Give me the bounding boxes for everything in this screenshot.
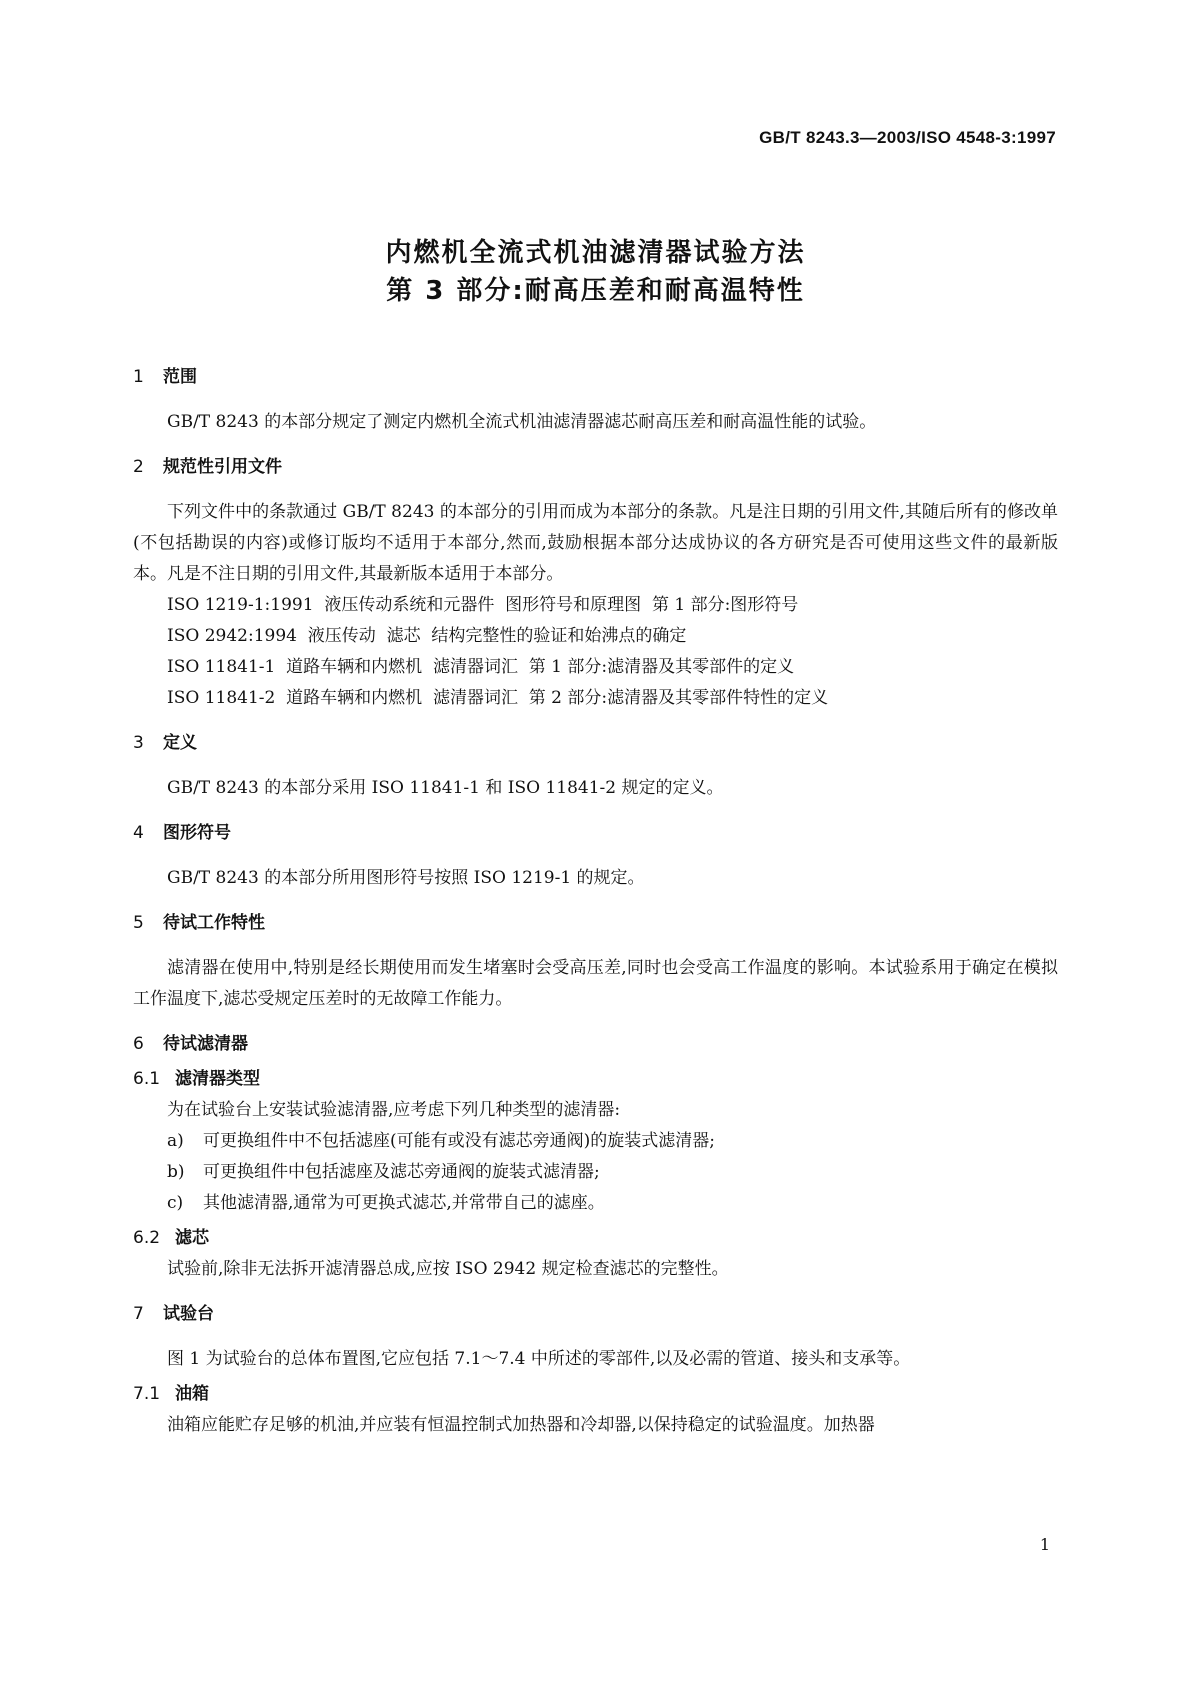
subsection-6-1-heading: [133, 1064, 1058, 1095]
section-title: 试验台: [163, 1304, 214, 1324]
list-item-text: 其他滤清器,通常为可更换式滤芯,并常带自己的滤座。: [203, 1193, 605, 1213]
list-item-label: b): [167, 1162, 185, 1182]
list-item: [133, 1126, 1058, 1157]
section-number: 1: [133, 367, 144, 387]
section-3-text: GB/T 8243 的本部分采用 ISO 11841-1 和 ISO 11841-2 规定的定义。: [167, 778, 724, 798]
subsection-6-2-heading: [133, 1223, 1058, 1254]
subsection-title: 油箱: [175, 1384, 209, 1404]
section-1-text: GB/T 8243 的本部分规定了测定内燃机全流式机油滤清器滤芯耐高压差和耐高温性能的试验。: [167, 412, 877, 432]
page-number: 1: [1039, 1535, 1050, 1554]
list-item-label: a): [167, 1131, 184, 1151]
subsection-6-1-intro: 为在试验台上安装试验滤清器,应考虑下列几种类型的滤清器:: [167, 1100, 621, 1120]
section-number: 6: [133, 1034, 144, 1054]
section-1-heading: [133, 362, 1058, 393]
section-number: 3: [133, 733, 144, 753]
standard-code: GB/T 8243.3—2003/ISO 4548-3:1997: [759, 128, 1056, 147]
section-2-text: 下列文件中的条款通过 GB/T 8243 的本部分的引用而成为本部分的条款。凡是注日期的引用文件,其随后所有的修改单(不包括勘误的内容)或修订版均不适用于本部分,然而,鼓励根据本部分达成协议的各方研究是否可使用这些文件的最新版本。凡是不注日期的引用文件,其最新版本适用于本部分。: [133, 502, 1058, 584]
section-7-heading: [133, 1299, 1058, 1330]
section-title: 规范性引用文件: [163, 457, 282, 477]
section-5-heading: [133, 908, 1058, 939]
section-4-text: GB/T 8243 的本部分所用图形符号按照 ISO 1219-1 的规定。: [167, 868, 645, 888]
section-number: 5: [133, 913, 144, 933]
subsection-7-1-text: 油箱应能贮存足够的机油,并应装有恒温控制式加热器和冷却器,以保持稳定的试验温度。加热器: [167, 1415, 875, 1435]
section-6-heading: [133, 1029, 1058, 1060]
section-number: 4: [133, 823, 144, 843]
list-item-label: c): [167, 1193, 184, 1213]
subsection-7-1-heading: [133, 1379, 1058, 1410]
list-item-text: 可更换组件中包括滤座及滤芯旁通阀的旋装式滤清器;: [203, 1162, 600, 1182]
section-title: 待试工作特性: [163, 913, 265, 933]
section-5-text: 滤清器在使用中,特别是经长期使用而发生堵塞时会受高压差,同时也会受高工作温度的影响。本试验系用于确定在模拟工作温度下,滤芯受规定压差时的无故障工作能力。: [133, 958, 1058, 1009]
list-item: [133, 1157, 1058, 1188]
document-body: [133, 362, 1058, 1441]
section-title: 待试滤清器: [163, 1034, 248, 1054]
subsection-6-2-text: 试验前,除非无法拆开滤清器总成,应按 ISO 2942 规定检查滤芯的完整性。: [167, 1259, 729, 1279]
subsection-title: 滤芯: [175, 1228, 209, 1248]
subsection-title: 滤清器类型: [175, 1069, 260, 1089]
section-number: 7: [133, 1304, 144, 1324]
section-7-text: 图 1 为试验台的总体布置图,它应包括 7.1～7.4 中所述的零部件,以及必需的管道、接头和支承等。: [167, 1349, 911, 1369]
document-subtitle: 第 3 部分:耐高压差和耐高温特性: [386, 276, 805, 306]
reference-item: ISO 2942:1994 液压传动 滤芯 结构完整性的验证和始沸点的确定: [167, 626, 687, 646]
subsection-number: 7.1: [133, 1384, 161, 1404]
subsection-number: 6.1: [133, 1069, 161, 1089]
document-title: 内燃机全流式机油滤清器试验方法: [385, 238, 806, 268]
reference-item: ISO 1219-1:1991 液压传动系统和元器件 图形符号和原理图 第 1 部分:图形符号: [167, 595, 799, 615]
section-3-heading: [133, 728, 1058, 759]
section-title: 图形符号: [163, 823, 231, 843]
section-4-heading: [133, 818, 1058, 849]
list-item: [133, 1188, 1058, 1219]
section-title: 范围: [163, 367, 197, 387]
section-2-heading: [133, 452, 1058, 483]
section-number: 2: [133, 457, 144, 477]
subsection-number: 6.2: [133, 1228, 161, 1248]
reference-item: ISO 11841-2 道路车辆和内燃机 滤清器词汇 第 2 部分:滤清器及其零部件特性的定义: [167, 688, 829, 708]
reference-item: ISO 11841-1 道路车辆和内燃机 滤清器词汇 第 1 部分:滤清器及其零部件的定义: [167, 657, 795, 677]
section-title: 定义: [163, 733, 197, 753]
list-item-text: 可更换组件中不包括滤座(可能有或没有滤芯旁通阀)的旋装式滤清器;: [203, 1131, 715, 1151]
